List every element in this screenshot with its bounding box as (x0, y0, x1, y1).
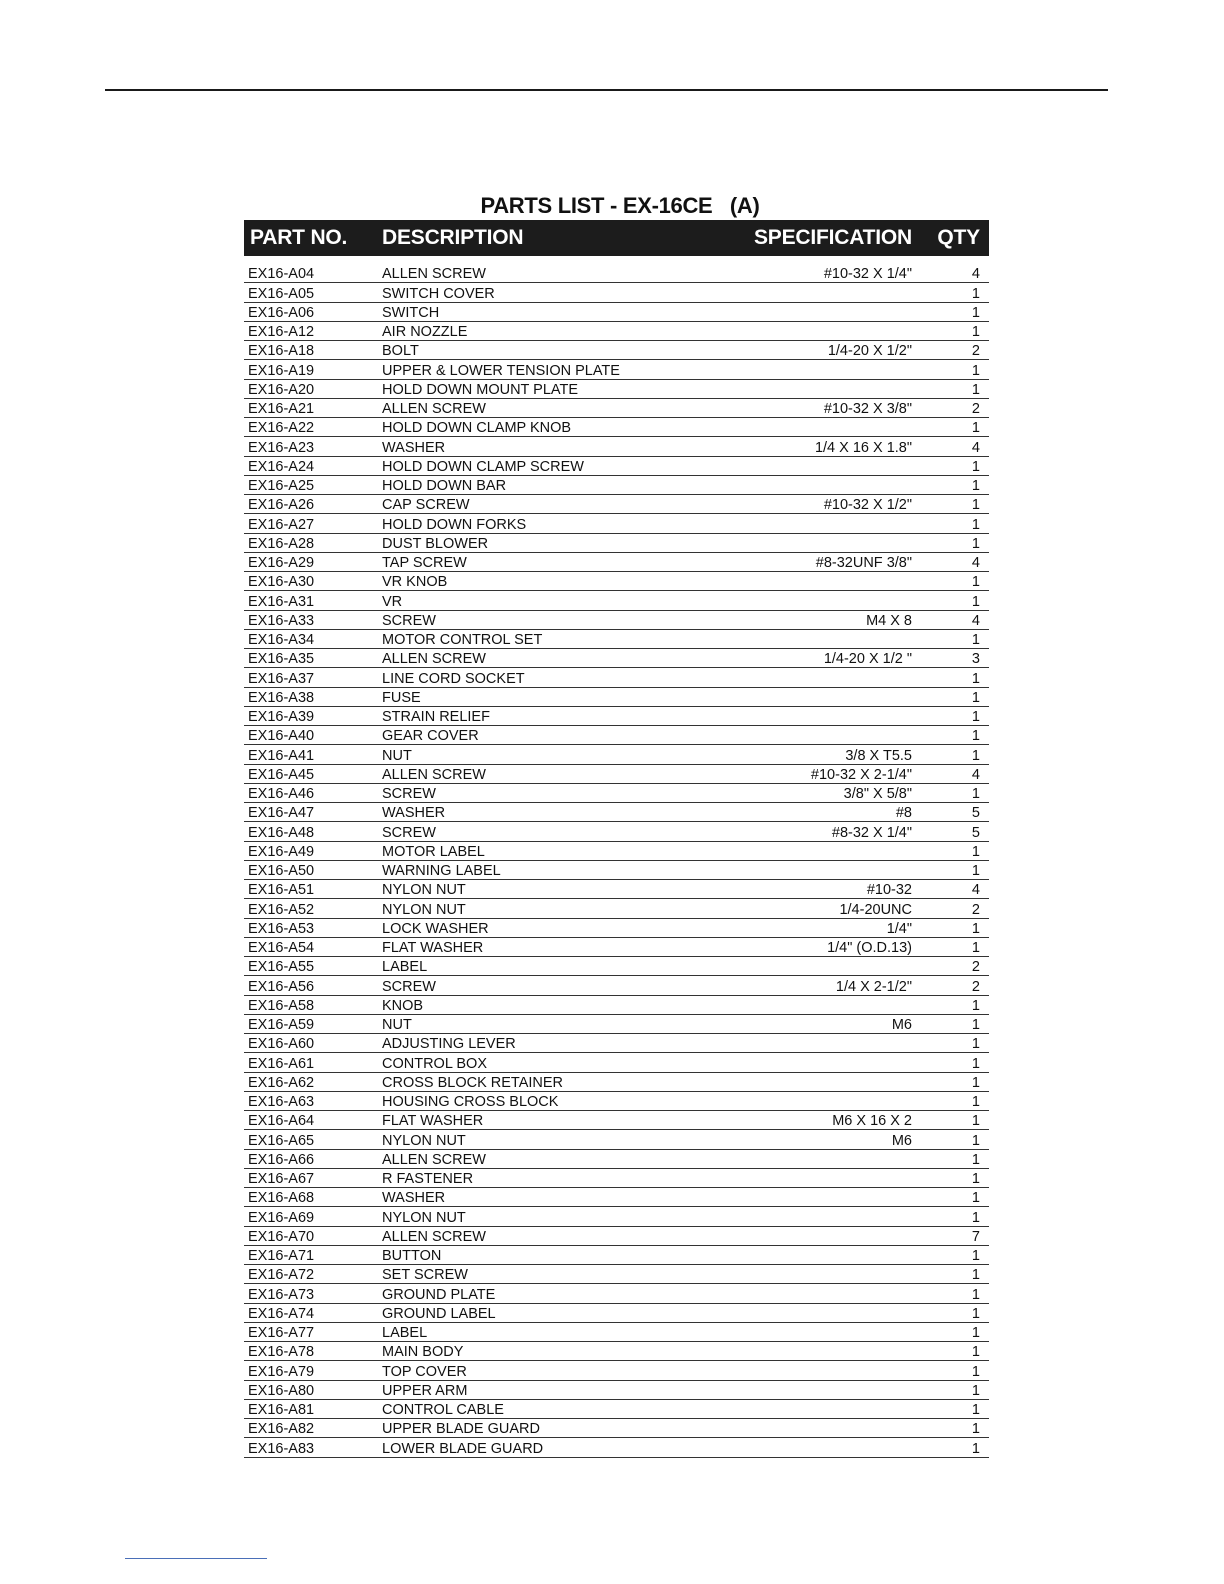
qty-cell: 4 (971, 612, 980, 629)
description-cell: SET SCREW (382, 1267, 468, 1284)
qty-cell: 1 (971, 689, 980, 706)
description-cell: VR KNOB (382, 574, 448, 591)
qty-cell: 1 (971, 997, 980, 1014)
qty-cell: 1 (971, 1363, 980, 1380)
qty-cell: 3 (971, 651, 980, 668)
description-cell: HOLD DOWN CLAMP SCREW (382, 458, 584, 475)
description-cell: ADJUSTING LEVER (382, 1036, 516, 1053)
qty-cell: 1 (971, 1113, 980, 1130)
part-no-cell: EX16-A64 (248, 1113, 315, 1130)
description-cell: ALLEN SCREW (382, 651, 486, 668)
part-no-cell: EX16-A04 (248, 266, 315, 283)
part-no-cell: EX16-A46 (248, 786, 315, 802)
qty-cell: 1 (971, 535, 980, 552)
table-row (244, 1111, 989, 1130)
description-cell: CAP SCREW (382, 497, 470, 514)
description-cell: HOLD DOWN FORKS (382, 516, 527, 533)
part-no-cell: EX16-A28 (248, 535, 315, 552)
specification-cell: 1/4 X 16 X 1.8" (814, 439, 912, 456)
description-cell: FUSE (382, 689, 421, 706)
table-row (244, 418, 989, 437)
qty-cell: 1 (971, 1421, 980, 1438)
specification-cell: M6 X 16 X 2 (832, 1113, 912, 1130)
table-row (244, 745, 989, 764)
description-cell: GROUND LABEL (382, 1305, 496, 1322)
table-row (244, 765, 989, 784)
description-cell: ALLEN SCREW (382, 766, 486, 783)
part-no-cell: EX16-A12 (248, 324, 315, 340)
description-cell: BOLT (382, 343, 419, 360)
part-no-cell: EX16-A53 (248, 920, 315, 937)
specification-cell: #10-32 X 1/4" (823, 266, 912, 283)
qty-cell: 1 (971, 728, 980, 745)
table-row (244, 880, 989, 899)
table-row (244, 591, 989, 610)
description-cell: R FASTENER (382, 1171, 474, 1187)
part-no-cell: EX16-A20 (248, 381, 315, 398)
table-row (244, 726, 989, 745)
part-no-cell: EX16-A81 (248, 1402, 315, 1418)
part-no-cell: EX16-A83 (248, 1440, 315, 1457)
description-cell: SCREW (382, 786, 436, 802)
part-no-cell: EX16-A80 (248, 1382, 315, 1399)
qty-cell: 1 (971, 1402, 980, 1418)
part-no-cell: EX16-A39 (248, 709, 315, 725)
part-no-cell: EX16-A72 (248, 1267, 315, 1284)
page-title: PARTS LIST - EX-16CE (A) (480, 193, 760, 218)
part-no-cell: EX16-A40 (248, 728, 315, 745)
description-cell: LINE CORD SOCKET (382, 670, 525, 687)
qty-cell: 1 (971, 497, 980, 514)
description-cell: ALLEN SCREW (382, 1228, 486, 1245)
specification-cell: 1/4-20 X 1/2 " (823, 651, 912, 668)
specification-cell: 1/4-20 X 1/2" (827, 343, 912, 360)
description-cell: CONTROL CABLE (382, 1402, 504, 1418)
specification-cell: 1/4" (O.D.13) (827, 940, 912, 956)
qty-cell: 1 (971, 381, 980, 398)
description-cell: UPPER BLADE GUARD (382, 1421, 540, 1438)
table-row (244, 1034, 989, 1053)
table-row (244, 1342, 989, 1361)
part-no-cell: EX16-A21 (248, 401, 315, 417)
qty-cell: 7 (971, 1228, 980, 1245)
table-row (244, 996, 989, 1015)
part-no-cell: EX16-A66 (248, 1151, 315, 1168)
description-cell: KNOB (382, 997, 424, 1014)
part-no-cell: EX16-A68 (248, 1190, 315, 1207)
table-row (244, 1169, 989, 1188)
description-cell: LOCK WASHER (382, 920, 489, 937)
table-row (244, 957, 989, 976)
part-no-cell: EX16-A78 (248, 1344, 315, 1361)
qty-cell: 1 (971, 1344, 980, 1361)
description-cell: CONTROL BOX (382, 1055, 488, 1072)
part-no-cell: EX16-A60 (248, 1036, 315, 1053)
qty-cell: 4 (971, 266, 980, 283)
part-no-cell: EX16-A47 (248, 805, 315, 822)
part-no-cell: EX16-A23 (248, 439, 315, 456)
table-row (244, 1265, 989, 1284)
description-cell: VR (382, 593, 403, 610)
table-row (244, 976, 989, 995)
table-row (244, 611, 989, 630)
qty-cell: 2 (971, 901, 980, 918)
part-no-cell: EX16-A50 (248, 863, 315, 879)
qty-cell: 1 (971, 1382, 980, 1399)
table-row (244, 1130, 989, 1149)
qty-cell: 1 (971, 1036, 980, 1053)
description-cell: WASHER (382, 805, 446, 822)
qty-cell: 5 (971, 824, 980, 841)
qty-cell: 4 (971, 766, 980, 783)
part-no-cell: EX16-A45 (248, 766, 315, 783)
description-cell: MOTOR CONTROL SET (382, 632, 543, 648)
specification-cell: #10-32 X 2-1/4" (810, 766, 912, 783)
qty-cell: 1 (971, 920, 980, 937)
description-cell: UPPER & LOWER TENSION PLATE (382, 362, 620, 379)
qty-cell: 1 (971, 1055, 980, 1072)
description-cell: ALLEN SCREW (382, 266, 486, 283)
table-row (244, 1015, 989, 1034)
qty-cell: 1 (971, 593, 980, 610)
description-cell: FLAT WASHER (382, 1113, 484, 1130)
table-row (244, 1092, 989, 1111)
table-row (244, 803, 989, 822)
specification-cell: M6 (891, 1132, 912, 1149)
table-row (244, 457, 989, 476)
table-row (244, 1188, 989, 1207)
table-row (244, 1381, 989, 1400)
description-cell: SCREW (382, 824, 436, 841)
part-no-cell: EX16-A48 (248, 824, 315, 841)
table-row (244, 322, 989, 341)
description-cell: SCREW (382, 978, 436, 995)
part-no-cell: EX16-A63 (248, 1094, 315, 1110)
specification-cell: #8-32UNF 3/8" (815, 555, 912, 571)
description-cell: HOLD DOWN BAR (382, 478, 507, 494)
qty-cell: 1 (971, 458, 980, 475)
specification-cell: 3/8 X T5.5 (845, 747, 912, 764)
part-no-cell: EX16-A61 (248, 1055, 315, 1072)
table-row (244, 399, 989, 418)
qty-cell: 2 (971, 959, 980, 976)
part-no-cell: EX16-A05 (248, 285, 315, 302)
part-no-cell: EX16-A41 (248, 747, 315, 764)
part-no-cell: EX16-A06 (248, 304, 315, 321)
footer-link-underline (125, 1558, 267, 1559)
part-no-cell: EX16-A55 (248, 959, 315, 976)
part-no-cell: EX16-A22 (248, 420, 315, 437)
qty-cell: 1 (971, 516, 980, 533)
qty-cell: 2 (971, 978, 980, 995)
part-no-cell: EX16-A37 (248, 670, 315, 687)
qty-cell: 1 (971, 843, 980, 860)
description-cell: HOLD DOWN MOUNT PLATE (382, 381, 579, 398)
table-row (244, 1400, 989, 1419)
qty-cell: 1 (971, 1074, 980, 1091)
table-row (244, 919, 989, 938)
table-row (244, 842, 989, 861)
table-row (244, 1150, 989, 1169)
part-no-cell: EX16-A59 (248, 1017, 315, 1033)
specification-cell: #8 (895, 805, 912, 822)
table-row (244, 899, 989, 918)
qty-cell: 1 (971, 786, 980, 802)
header-qty: QTY (937, 226, 980, 249)
qty-cell: 1 (971, 1190, 980, 1207)
table-row (244, 303, 989, 322)
header-description: DESCRIPTION (382, 226, 524, 249)
qty-cell: 1 (971, 285, 980, 302)
specification-cell: 1/4" (886, 920, 912, 937)
qty-cell: 1 (971, 1171, 980, 1187)
qty-cell: 4 (971, 882, 980, 899)
header-specification: SPECIFICATION (753, 226, 912, 249)
description-cell: LABEL (382, 1325, 428, 1341)
part-no-cell: EX16-A77 (248, 1325, 315, 1341)
table-row (244, 437, 989, 456)
qty-cell: 1 (971, 670, 980, 687)
part-no-cell: EX16-A51 (248, 882, 315, 899)
part-no-cell: EX16-A26 (248, 497, 315, 514)
description-cell: SWITCH (382, 304, 440, 321)
qty-cell: 1 (971, 747, 980, 764)
part-no-cell: EX16-A34 (248, 632, 315, 648)
table-row (244, 360, 989, 379)
qty-cell: 1 (971, 362, 980, 379)
table-row (244, 1323, 989, 1342)
part-no-cell: EX16-A69 (248, 1209, 315, 1226)
table-row (244, 1438, 989, 1457)
table-row (244, 688, 989, 707)
part-no-cell: EX16-A82 (248, 1421, 315, 1438)
part-no-cell: EX16-A33 (248, 612, 315, 629)
part-no-cell: EX16-A56 (248, 978, 315, 995)
specification-cell: #10-32 X 3/8" (823, 401, 912, 417)
description-cell: CROSS BLOCK RETAINER (382, 1074, 564, 1091)
description-cell: NYLON NUT (382, 1132, 466, 1149)
qty-cell: 1 (971, 940, 980, 956)
description-cell: LOWER BLADE GUARD (382, 1440, 544, 1457)
qty-cell: 1 (971, 1151, 980, 1168)
table-row (244, 649, 989, 668)
table-body (244, 264, 989, 1458)
description-cell: NUT (382, 747, 412, 764)
qty-cell: 1 (971, 1094, 980, 1110)
part-no-cell: EX16-A30 (248, 574, 315, 591)
qty-cell: 1 (971, 632, 980, 648)
qty-cell: 1 (971, 420, 980, 437)
specification-cell: #10-32 X 1/2" (823, 497, 912, 514)
table-row (244, 1304, 989, 1323)
top-rule (105, 89, 1108, 91)
specification-cell: 1/4-20UNC (839, 901, 912, 918)
table-row (244, 784, 989, 803)
part-no-cell: EX16-A62 (248, 1074, 315, 1091)
qty-cell: 1 (971, 1305, 980, 1322)
qty-cell: 1 (971, 304, 980, 321)
description-cell: ALLEN SCREW (382, 401, 486, 417)
qty-cell: 1 (971, 324, 980, 340)
table-row (244, 707, 989, 726)
part-no-cell: EX16-A71 (248, 1248, 315, 1264)
qty-cell: 1 (971, 863, 980, 879)
part-no-cell: EX16-A19 (248, 362, 315, 379)
table-row (244, 1246, 989, 1265)
qty-cell: 1 (971, 574, 980, 591)
description-cell: MAIN BODY (382, 1344, 464, 1361)
part-no-cell: EX16-A73 (248, 1286, 315, 1303)
description-cell: LABEL (382, 959, 428, 976)
description-cell: WASHER (382, 1190, 446, 1207)
part-no-cell: EX16-A49 (248, 843, 315, 860)
table-row (244, 1361, 989, 1380)
part-no-cell: EX16-A24 (248, 458, 315, 475)
qty-cell: 1 (971, 1440, 980, 1457)
qty-cell: 2 (971, 343, 980, 360)
description-cell: GEAR COVER (382, 728, 479, 745)
description-cell: AIR NOZZLE (382, 324, 468, 340)
part-no-cell: EX16-A29 (248, 555, 315, 571)
part-no-cell: EX16-A35 (248, 651, 315, 668)
table-row (244, 476, 989, 495)
description-cell: DUST BLOWER (382, 535, 489, 552)
qty-cell: 1 (971, 1325, 980, 1341)
description-cell: GROUND PLATE (382, 1286, 496, 1303)
specification-cell: M6 (891, 1017, 912, 1033)
qty-cell: 1 (971, 478, 980, 494)
table-row (244, 861, 989, 880)
specification-cell: #8-32 X 1/4" (831, 824, 912, 841)
part-no-cell: EX16-A31 (248, 593, 315, 610)
qty-cell: 4 (971, 439, 980, 456)
part-no-cell: EX16-A74 (248, 1305, 315, 1322)
qty-cell: 1 (971, 709, 980, 725)
table-row (244, 264, 989, 283)
part-no-cell: EX16-A54 (248, 940, 315, 956)
description-cell: NUT (382, 1017, 412, 1033)
description-cell: MOTOR LABEL (382, 843, 485, 860)
description-cell: NYLON NUT (382, 882, 466, 899)
table-row (244, 341, 989, 360)
table-row (244, 1284, 989, 1303)
description-cell: HOUSING CROSS BLOCK (382, 1094, 559, 1110)
description-cell: ALLEN SCREW (382, 1151, 486, 1168)
table-row (244, 1419, 989, 1438)
qty-cell: 4 (971, 555, 980, 571)
description-cell: NYLON NUT (382, 901, 466, 918)
table-row (244, 495, 989, 514)
description-cell: SWITCH COVER (382, 285, 495, 302)
table-row (244, 514, 989, 533)
qty-cell: 1 (971, 1017, 980, 1033)
table-row (244, 283, 989, 302)
part-no-cell: EX16-A70 (248, 1228, 315, 1245)
parts-table (244, 220, 989, 1458)
specification-cell: M4 X 8 (866, 612, 912, 629)
table-header (244, 220, 989, 256)
qty-cell: 1 (971, 1132, 980, 1149)
table-row (244, 572, 989, 591)
qty-cell: 1 (971, 1209, 980, 1226)
description-cell: UPPER ARM (382, 1382, 468, 1399)
description-cell: HOLD DOWN CLAMP KNOB (382, 420, 572, 437)
description-cell: NYLON NUT (382, 1209, 466, 1226)
specification-cell: 3/8" X 5/8" (843, 786, 912, 802)
table-row (244, 668, 989, 687)
table-row (244, 938, 989, 957)
part-no-cell: EX16-A79 (248, 1363, 315, 1380)
qty-cell: 5 (971, 805, 980, 822)
qty-cell: 1 (971, 1286, 980, 1303)
header-part-no: PART NO. (250, 226, 348, 249)
part-no-cell: EX16-A58 (248, 997, 315, 1014)
part-no-cell: EX16-A65 (248, 1132, 315, 1149)
description-cell: BUTTON (382, 1248, 442, 1264)
table-row (244, 630, 989, 649)
qty-cell: 2 (971, 401, 980, 417)
table-row (244, 380, 989, 399)
table-row (244, 1207, 989, 1226)
part-no-cell: EX16-A67 (248, 1171, 315, 1187)
table-row (244, 822, 989, 841)
description-cell: SCREW (382, 612, 436, 629)
part-no-cell: EX16-A27 (248, 516, 315, 533)
description-cell: TOP COVER (382, 1363, 467, 1380)
description-cell: WASHER (382, 439, 446, 456)
part-no-cell: EX16-A38 (248, 689, 315, 706)
specification-cell: 1/4 X 2-1/2" (835, 978, 912, 995)
table-row (244, 1073, 989, 1092)
part-no-cell: EX16-A52 (248, 901, 315, 918)
part-no-cell: EX16-A18 (248, 343, 315, 360)
qty-cell: 1 (971, 1248, 980, 1264)
description-cell: WARNING LABEL (382, 863, 501, 879)
specification-cell: #10-32 (866, 882, 912, 899)
table-row (244, 1227, 989, 1246)
description-cell: FLAT WASHER (382, 940, 484, 956)
description-cell: STRAIN RELIEF (382, 709, 490, 725)
description-cell: TAP SCREW (382, 555, 467, 571)
table-row (244, 534, 989, 553)
qty-cell: 1 (971, 1267, 980, 1284)
part-no-cell: EX16-A25 (248, 478, 315, 494)
table-row (244, 1053, 989, 1072)
table-row (244, 553, 989, 572)
